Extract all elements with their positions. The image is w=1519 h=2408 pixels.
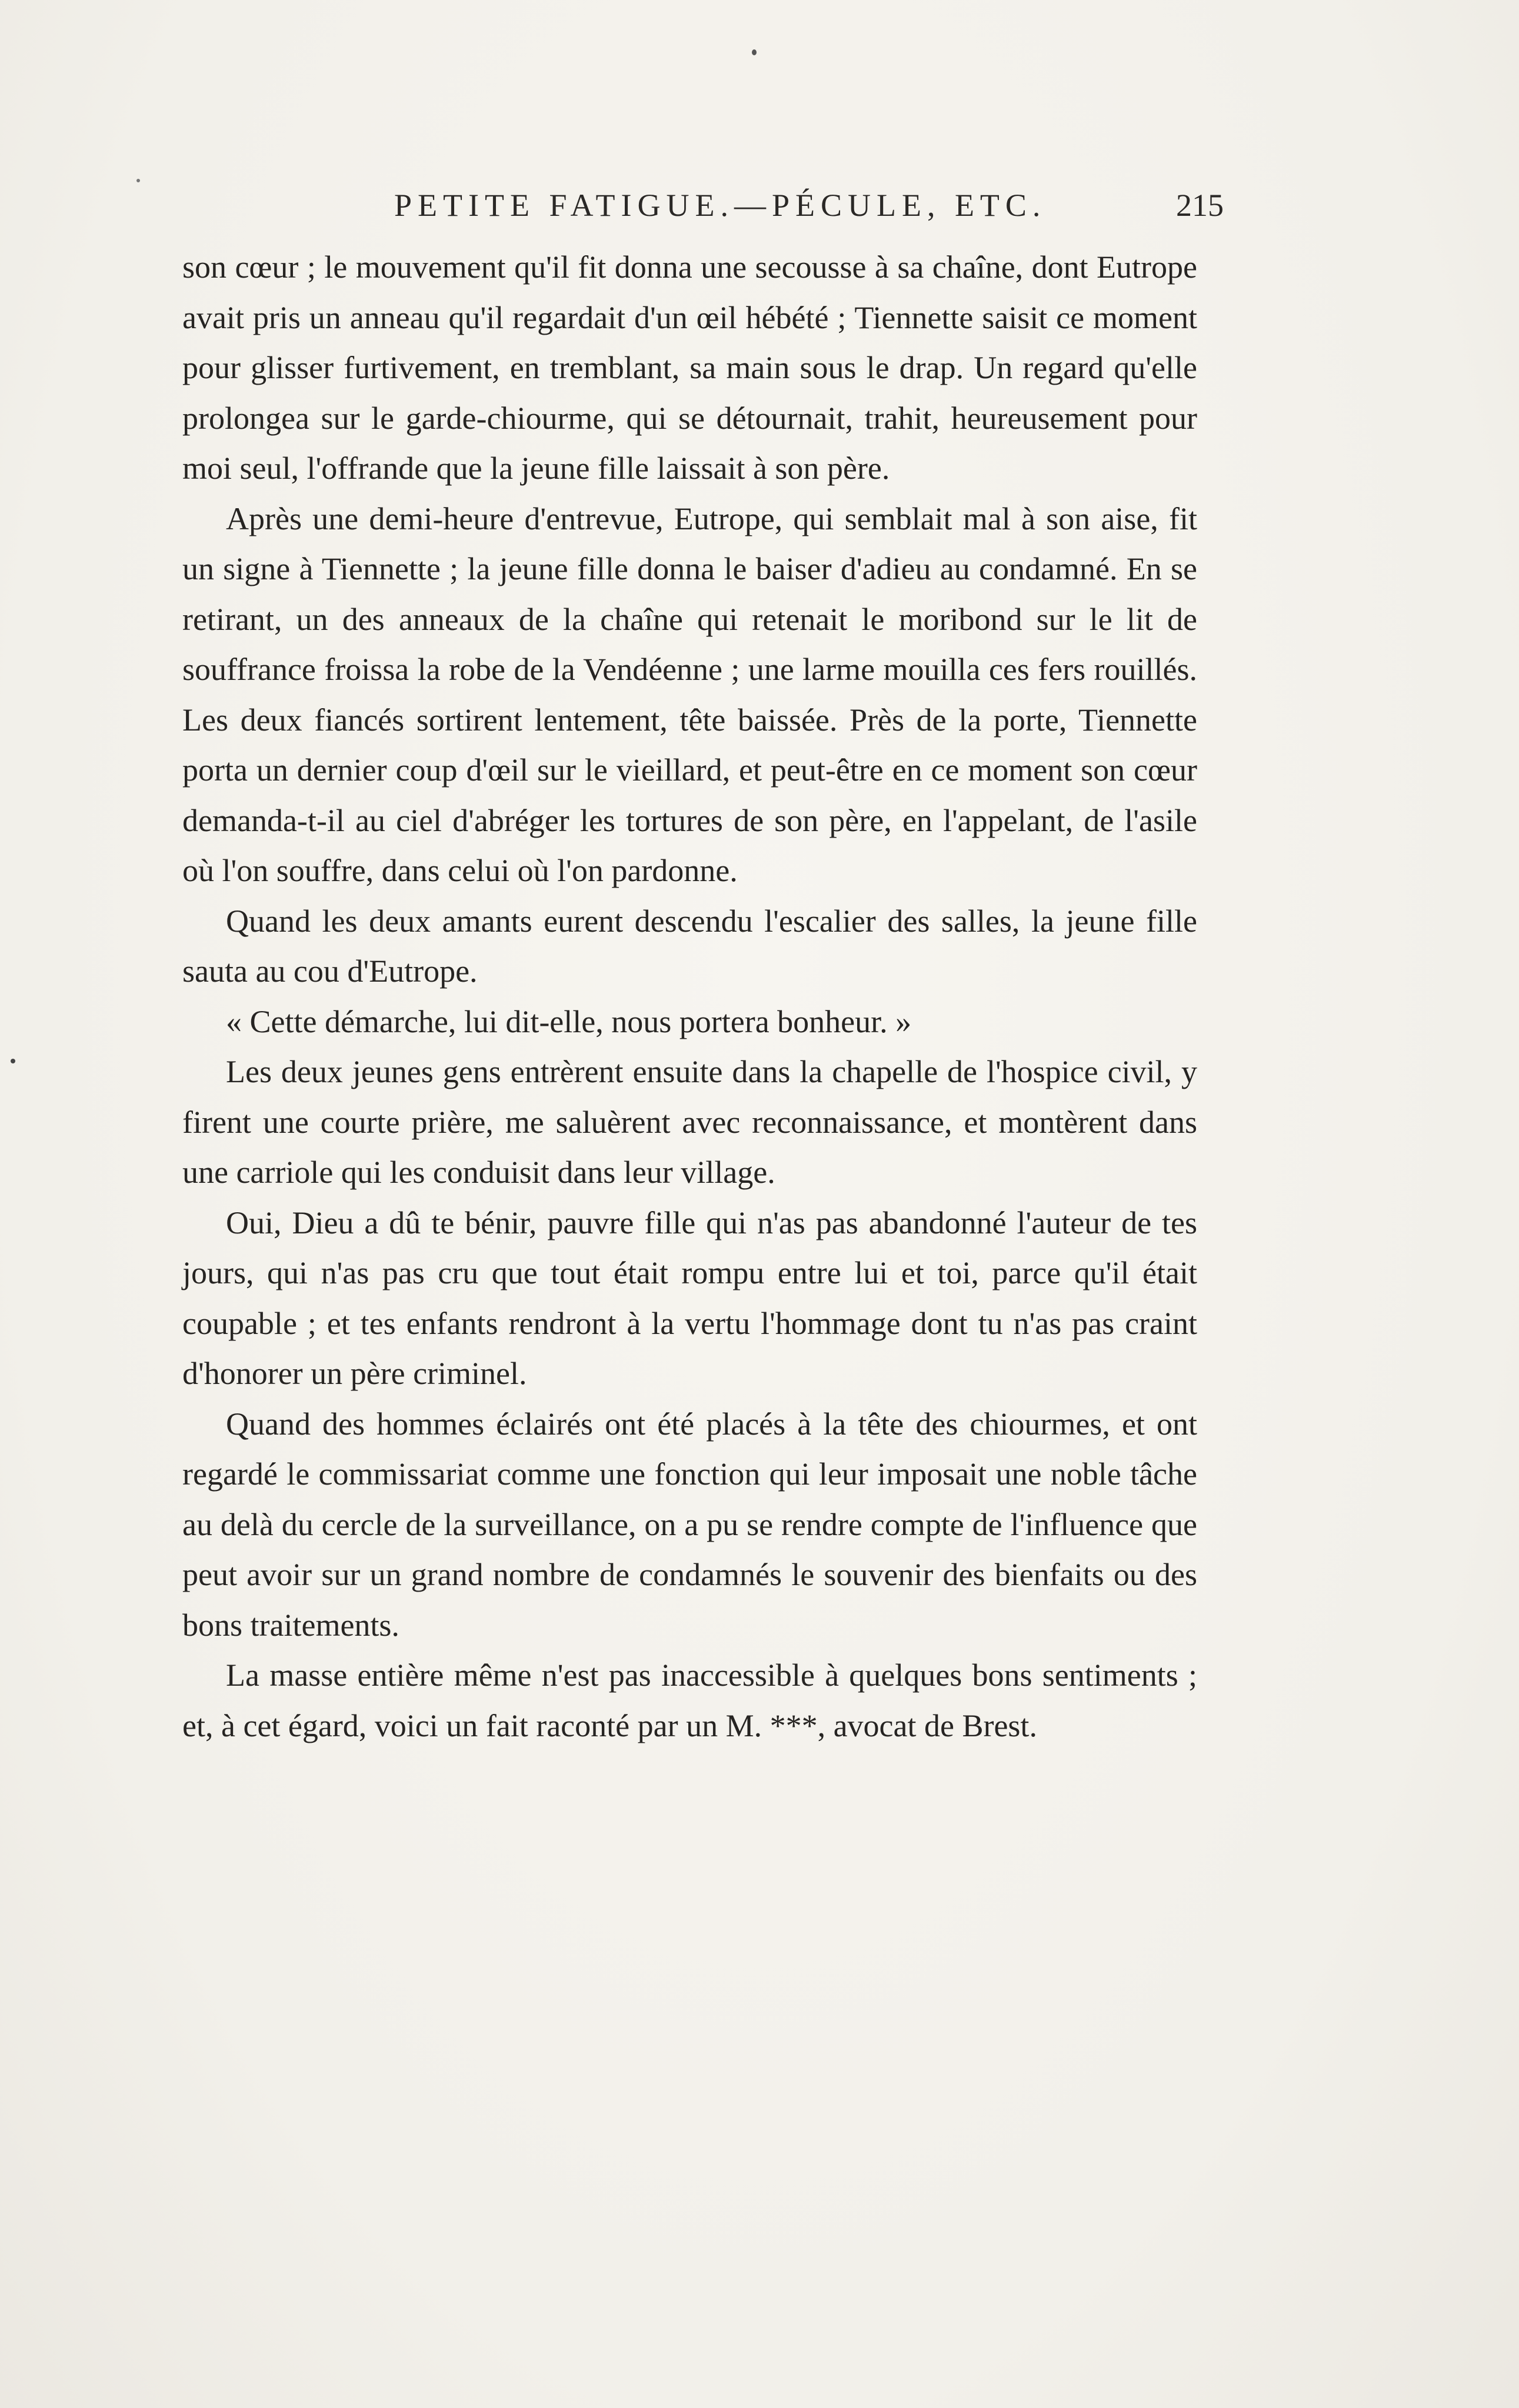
paragraph: son cœur ; le mouvement qu'il fit donna une secousse à sa chaîne, dont Eutrope avait pris un anneau qu'il regardait d'un œil hébété ; Tiennette saisit ce moment pour glisser furtivement, en tremblant, sa main sous le drap. Un regard qu'elle prolongea sur le garde-chiourme, qui se détournait, trahit, heureusement pour moi seul, l'offrande que la jeune fille laissait à son père. [182, 249, 1197, 486]
paragraph: Quand les deux amants eurent descendu l'escalier des salles, la jeune fille sauta au cou d'Eutrope. [182, 903, 1197, 989]
ink-speck [752, 49, 757, 55]
paragraph: « Cette démarche, lui dit-elle, nous portera bonheur. » [226, 1003, 912, 1039]
ink-speck [136, 179, 140, 182]
page-number: 215 [1176, 188, 1224, 223]
paragraph: Quand des hommes éclairés ont été placés à la tête des chiourmes, et ont regardé le commissariat comme une fonction qui leur imposait une noble tâche au delà du cercle de la surveillance, on a pu se rendre compte de l'influence que peut avoir sur un grand nombre de condamnés le souvenir des bienfaits ou des bons traitements. [182, 1406, 1197, 1643]
ink-speck [11, 1059, 15, 1063]
paragraph: Oui, Dieu a dû te bénir, pauvre fille qui n'as pas abandonné l'auteur de tes jours, qui n'as pas cru que tout était rompu entre lui et toi, parce qu'il était coupable ; et tes enfants rendront à la vertu l'hommage dont tu n'as pas craint d'honorer un père criminel. [182, 1205, 1197, 1391]
running-head: PETITE FATIGUE.—PÉCULE, ETC. [394, 188, 1047, 223]
paragraph: La masse entière même n'est pas inaccessible à quelques bons sentiments ; et, à cet égard, voici un fait raconté par un M. ***, avocat de Brest. [182, 1657, 1197, 1743]
page-header [182, 187, 1224, 228]
body-text [182, 242, 1197, 1751]
paragraph: Les deux jeunes gens entrèrent ensuite dans la chapelle de l'hospice civil, y firent une courte prière, me saluèrent avec reconnaissance, et montèrent dans une carriole qui les conduisit dans leur village. [182, 1054, 1197, 1190]
paragraph: Après une demi-heure d'entrevue, Eutrope, qui semblait mal à son aise, fit un signe à Tiennette ; la jeune fille donna le baiser d'adieu au condamné. En se retirant, un des anneaux de la chaîne qui retenait le moribond sur le lit de souffrance froissa la robe de la Vendéenne ; une larme mouilla ces fers rouillés. Les deux fiancés sortirent lentement, tête baissée. Près de la porte, Tiennette porta un dernier coup d'œil sur le vieillard, et peut-être en ce moment son cœur demanda-t-il au ciel d'abréger les tortures de son père, en l'appelant, de l'asile où l'on souffre, dans celui où l'on pardonne. [182, 501, 1197, 888]
